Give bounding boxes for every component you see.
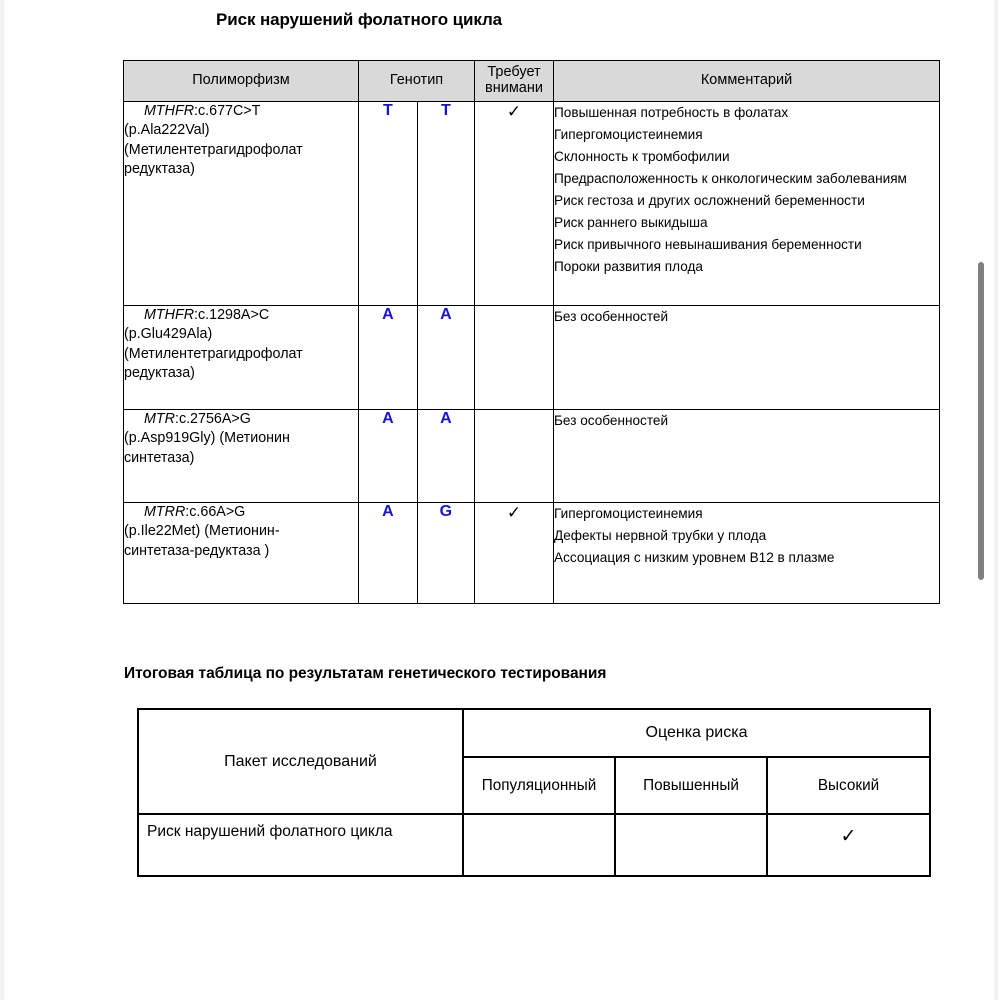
header-risk-population: Популяционный xyxy=(463,757,615,814)
comment-line: Без особенностей xyxy=(554,309,669,324)
polymorphism-cell xyxy=(124,102,359,306)
table-row xyxy=(124,503,940,604)
enzyme-line-2: редуктаза) xyxy=(124,161,195,178)
comment-line: Риск привычного невынашивания беременности xyxy=(554,237,862,253)
header-genotype: Генотип xyxy=(359,61,475,102)
enzyme-line-1: (Метилентетрагидрофолат xyxy=(124,345,303,362)
protein-notation: (p.Ala222Val) xyxy=(124,122,210,139)
comment-line: Гипергомоцистеинемия xyxy=(554,506,703,521)
summary-section-title: Итоговая таблица по результатам генетического тестирования xyxy=(124,665,607,682)
summary-header-row-1 xyxy=(138,709,930,757)
header-attention: Требует внимани xyxy=(475,61,554,102)
comment-line: Повышенная потребность в фолатах xyxy=(554,105,789,120)
vertical-scrollbar-track[interactable] xyxy=(984,0,992,1000)
header-risk-assessment: Оценка риска xyxy=(463,709,930,757)
enzyme-line-1: синтетаза) xyxy=(124,449,195,466)
table-header-row xyxy=(124,61,940,102)
comment-line: Склонность к тромбофилии xyxy=(554,149,730,165)
page-edge-right xyxy=(994,0,998,1000)
gene-name: MTHFR xyxy=(144,307,195,323)
allele-1-cell: A xyxy=(359,503,418,604)
summary-table-row xyxy=(138,814,930,876)
comment-cell xyxy=(554,102,940,306)
summary-package-name: Риск нарушений фолатного цикла xyxy=(138,814,463,876)
folate-cycle-table xyxy=(123,60,940,604)
polymorphism-cell xyxy=(124,306,359,410)
page-edge-left xyxy=(0,0,4,1000)
comment-line: Гипергомоцистеинемия xyxy=(554,127,703,143)
protein-notation: (p.Glu429Ala) xyxy=(124,326,213,343)
enzyme-line-2: редуктаза) xyxy=(124,365,195,382)
folate-cycle-table-wrap xyxy=(123,60,939,604)
summary-risk-high-cell: ✓ xyxy=(767,814,930,876)
comment-cell xyxy=(554,503,940,604)
enzyme-line-1: (Метилентетрагидрофолат xyxy=(124,141,303,158)
gene-name: MTHFR xyxy=(144,103,195,119)
gene-name: MTRR xyxy=(144,504,186,520)
summary-risk-population-cell xyxy=(463,814,615,876)
comment-cell xyxy=(554,306,940,410)
gene-name: MTR xyxy=(144,411,175,427)
header-comment: Комментарий xyxy=(554,61,940,102)
allele-2-cell: T xyxy=(418,102,475,306)
table-row xyxy=(124,410,940,503)
protein-notation: (p.Asp919Gly) (Метионин xyxy=(124,430,290,447)
header-risk-elevated: Повышенный xyxy=(615,757,767,814)
header-polymorphism: Полиморфизм xyxy=(124,61,359,102)
polymorphism-cell xyxy=(124,410,359,503)
variant-notation: :c.66A>G xyxy=(185,504,246,520)
comment-line: Предрасположенность к онкологическим заболеваниям xyxy=(554,171,907,187)
attention-checkmark-cell: ✓ xyxy=(475,503,554,604)
allele-2-cell: A xyxy=(418,306,475,410)
summary-risk-elevated-cell xyxy=(615,814,767,876)
polymorphism-cell xyxy=(124,503,359,604)
attention-checkmark-cell xyxy=(475,306,554,410)
summary-table xyxy=(137,708,931,877)
variant-notation: :c.1298A>C xyxy=(194,307,270,323)
allele-1-cell: A xyxy=(359,410,418,503)
comment-line: Риск раннего выкидыша xyxy=(554,215,708,231)
protein-notation: (p.Ile22Met) (Метионин- xyxy=(124,523,280,540)
attention-checkmark-cell: ✓ xyxy=(475,102,554,306)
page-title: Риск нарушений фолатного цикла xyxy=(216,10,503,29)
comment-cell xyxy=(554,410,940,503)
comment-line: Дефекты нервной трубки у плода xyxy=(554,528,767,544)
table-row xyxy=(124,306,940,410)
comment-line: Ассоциация с низким уровнем B12 в плазме xyxy=(554,550,835,566)
comment-line: Без особенностей xyxy=(554,413,669,428)
allele-2-cell: A xyxy=(418,410,475,503)
allele-2-cell: G xyxy=(418,503,475,604)
vertical-scrollbar-thumb[interactable] xyxy=(978,262,984,580)
enzyme-line-1: синтетаза-редуктаза ) xyxy=(124,542,270,559)
variant-notation: :c.677C>T xyxy=(194,103,261,119)
comment-line: Пороки развития плода xyxy=(554,259,703,275)
comment-line: Риск гестоза и других осложнений беременности xyxy=(554,193,865,209)
table-row xyxy=(124,102,940,306)
attention-checkmark-cell xyxy=(475,410,554,503)
variant-notation: :c.2756A>G xyxy=(174,411,251,427)
summary-table-wrap xyxy=(137,708,929,877)
allele-1-cell: A xyxy=(359,306,418,410)
allele-1-cell: T xyxy=(359,102,418,306)
header-risk-high: Высокий xyxy=(767,757,930,814)
header-research-package: Пакет исследований xyxy=(138,709,463,814)
